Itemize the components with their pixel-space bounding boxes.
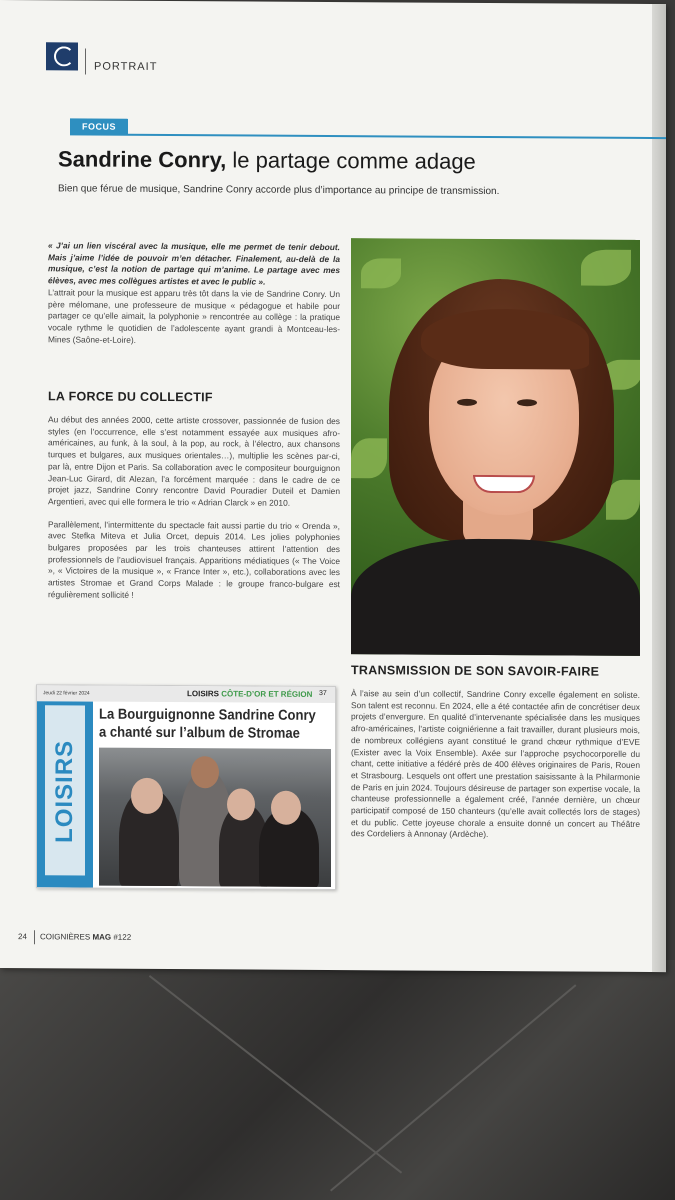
footer-magazine-name [40, 932, 131, 942]
clipping-side-band [37, 701, 93, 887]
clipping-headline-line2: a chanté sur l’album de Stromae [99, 724, 300, 742]
paragraph-transmission: À l’aise au sein d’un collectif, Sandrine Conry excelle également en soliste. Son talent est reconnu. En 2024, elle a été contactée afin de concrétiser deux projets d’envergure. En qualité d’intervenante spécialisée dans les musiques afro-américaines, l’artiste coigniérienne a fait travailler, durant plusieurs mois, de nombreux collégiens ayant constitué le grand chœur rythmique d’EVE (Exister avec la Voix Ensemble). Axée sur l’approche psychocorporelle du chant, cette initiative a fédéré près de 400 élèves originaires de Paris, Rouen et Strasbourg. Lesquels ont offert une prestation saisissante à la Philarmonie de Paris en juin 2024. Toujours désireuse de partager son expertise vocale, la chanteuse professionnelle a également créé, l’année dernière, un chœur participatif composé de 150 chanteurs (qu’elle avait collectés lors de stages) et du public. Cette joyeuse chorale a ensuite donné un concert au Théâtre des Cordeliers à Annonay (Ardèche). [351, 688, 640, 840]
clipping-side-label: LOISIRS [51, 739, 78, 843]
clipping-date: Jeudi 22 février 2024 [43, 690, 90, 697]
left-column-bottom [48, 414, 340, 602]
article-lead: Bien que férue de musique, Sandrine Conry accorde plus d’importance au principe de transmission. [58, 183, 500, 198]
title-name: Sandrine Conry, [58, 146, 227, 173]
footer-mag-issue: #122 [111, 932, 132, 942]
clipping-headline-line1: La Bourguignonne Sandrine Conry [99, 706, 316, 724]
article-title [58, 146, 476, 175]
heading-collectif: LA FORCE DU COLLECTIF [48, 389, 213, 405]
portrait-photo [351, 238, 640, 656]
footer-page-number: 24 [18, 932, 27, 942]
clipping-region: CÔTE-D’OR ET RÉGION [221, 689, 313, 699]
title-rule [70, 133, 666, 139]
clipping-page-number: 37 [319, 689, 327, 697]
page-edge [652, 4, 666, 972]
header-divider [85, 49, 86, 75]
paragraph-collectif: Au début des années 2000, cette artiste crossover, passionnée de fusion des styles (en l’occurrence, elle s’est notamment essayée aux musiques afro-américaines, au funk, à la soul, à la pop, au rock, à l’électro, aux chansons turques et bulgares, aux musiques orientales…), multiplie les scènes par-ci, par là, entre Dijon et Paris. Sa collaboration avec le compositeur bourguignon Jean-Luc Girard, dit Alezan, l’a forcément marquée : dans le cadre de ce projet jazz, Sandrine Conry rencontre David Pouradier Duteil et Damien Argentieri, avec qui elle formera le trio « Adrian Clarck » en 2010. [48, 414, 340, 508]
opening-quote: « J’ai un lien viscéral avec la musique, elle me permet de tenir debout. Mais j’aime l’idée de pouvoir m’en détacher. Finalement, au-delà de la musique, c’est la notion de partage qui m’anime. Le partage avec mes élèves, avec mes collègues artistes et avec le public ». [48, 240, 340, 287]
clipping-photo [99, 748, 331, 887]
clipping-rubric-label: LOISIRS [187, 689, 220, 699]
magazine-logo-icon [46, 42, 78, 70]
section-label: PORTRAIT [94, 60, 158, 73]
background-surface [0, 960, 675, 1200]
clipping-rubric [187, 689, 312, 699]
clipping-headline [99, 706, 316, 743]
footer-mag-prefix: COIGNIÈRES [40, 932, 93, 942]
left-column-top [48, 240, 340, 347]
footer-divider [34, 930, 35, 944]
right-column [351, 688, 640, 842]
footer-mag-bold: MAG [92, 932, 112, 942]
heading-transmission: TRANSMISSION DE SON SAVOIR-FAIRE [351, 663, 600, 679]
paragraph-orenda: Parallèlement, l’intermittente du spectacle fait aussi partie du trio « Orenda », avec Stefka Miteva et Julia Orcet, depuis 2014. Les jolies polyphonies bulgares proposées par les trois chanteuses attirent l’attention des professionnels de l’audiovisuel français. Apparitions médiatiques (« The Voice », « Victoires de la musique », « France Inter », etc.), collaborations avec les artistes Stromae et Grand Corps Malade : le groupe franco-bulgare est régulièrement sollicité ! [48, 518, 340, 600]
newspaper-clipping [36, 684, 336, 890]
intro-paragraph: L’attrait pour la musique est apparu très tôt dans la vie de Sandrine Conry. Un père mélomane, une professeure de musique « pédagogue et habile pour partager ce qu’elle aimait, la polyphonie » rencontrée au collège : la pratique vocale rythme le quotidien de l’adolescente ayant grandi à Montceau-les-Mines (Saône-et-Loire). [48, 287, 340, 345]
focus-tag: FOCUS [70, 118, 128, 134]
title-rest: le partage comme adage [226, 147, 476, 174]
